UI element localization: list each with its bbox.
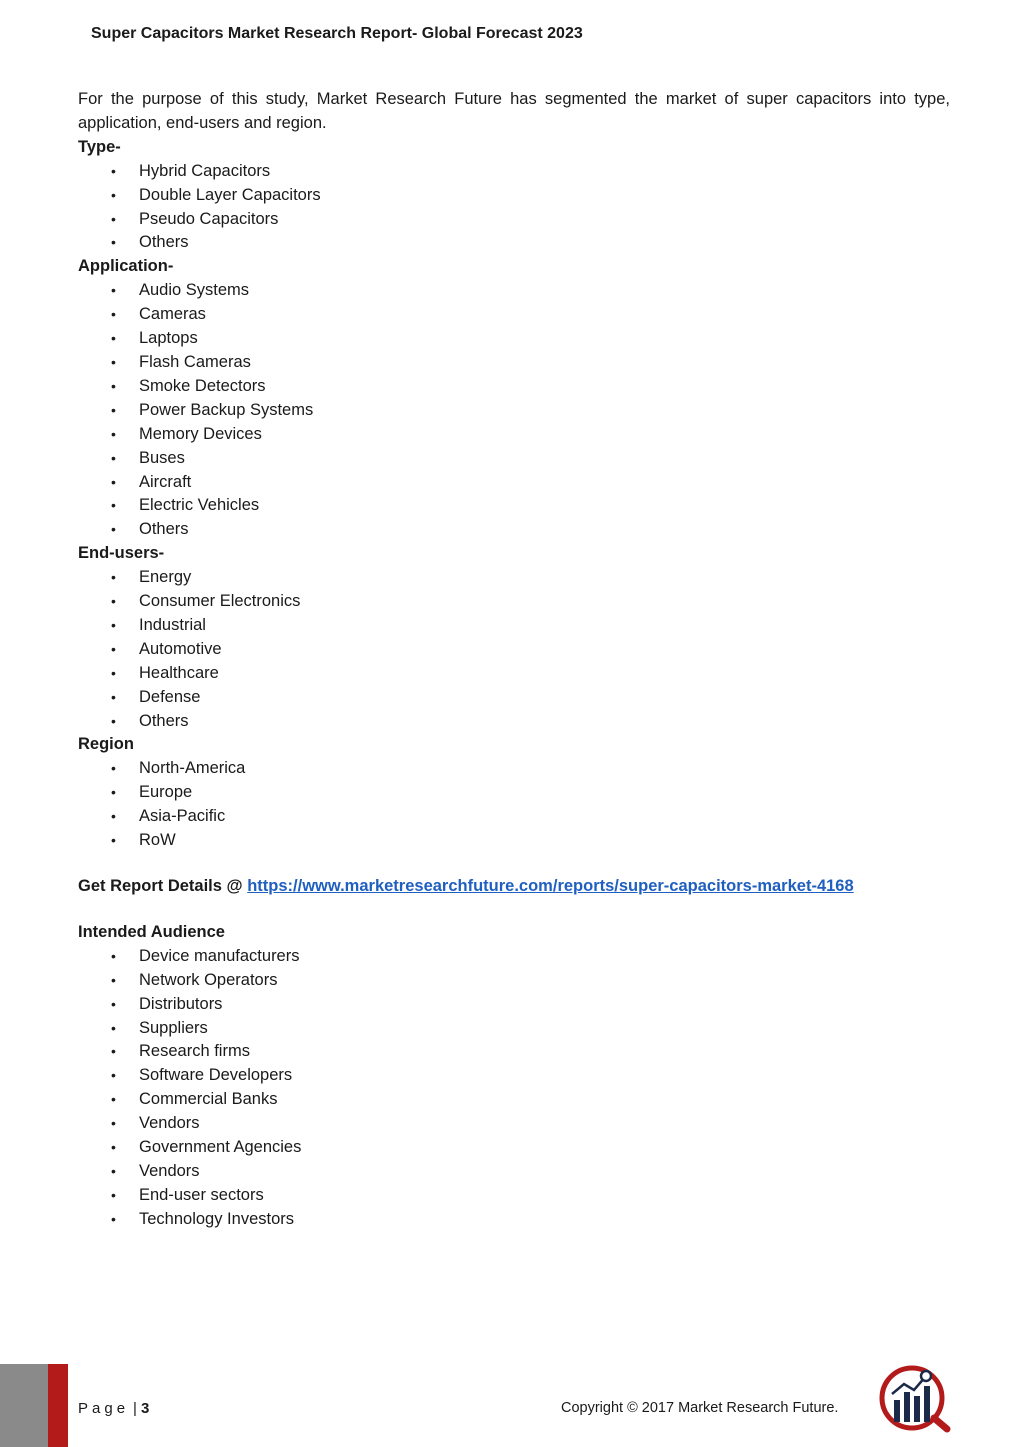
audience-list	[78, 945, 950, 1232]
bullet-dot-icon: •	[111, 1162, 116, 1179]
type-list	[78, 160, 950, 256]
bullet-dot-icon: •	[111, 664, 116, 681]
list-item-label: Distributors	[139, 994, 223, 1013]
list-item-label: Automotive	[139, 639, 222, 658]
list-item	[78, 710, 950, 734]
list-item-label: Europe	[139, 783, 193, 802]
list-item	[78, 327, 950, 351]
page-separator: |	[133, 1400, 137, 1417]
page-header-title: Super Capacitors Market Research Report- Global Forecast 2023	[91, 25, 583, 42]
section-title-region: Region	[78, 735, 134, 754]
list-item-label: North-America	[139, 759, 246, 778]
section-title-application: Application-	[78, 257, 174, 276]
bullet-dot-icon: •	[111, 832, 116, 849]
bullet-dot-icon: •	[111, 425, 116, 442]
list-item-label: Memory Devices	[139, 424, 262, 443]
list-item	[78, 351, 950, 375]
list-item-label: Smoke Detectors	[139, 376, 266, 395]
section-title-type: Type-	[78, 137, 121, 156]
list-item	[78, 1017, 950, 1041]
bullet-dot-icon: •	[111, 377, 116, 394]
bullet-dot-icon: •	[111, 1067, 116, 1084]
list-item	[78, 993, 950, 1017]
list-item-label: Double Layer Capacitors	[139, 185, 321, 204]
list-item-label: Government Agencies	[139, 1138, 302, 1157]
list-item	[78, 1208, 950, 1232]
bullet-dot-icon: •	[111, 497, 116, 514]
list-item	[78, 757, 950, 781]
list-item	[78, 471, 950, 495]
list-item	[78, 208, 950, 232]
section-title-audience: Intended Audience	[78, 922, 225, 941]
list-item	[78, 303, 950, 327]
list-item-label: Technology Investors	[139, 1209, 295, 1228]
list-item	[78, 494, 950, 518]
bullet-dot-icon: •	[111, 593, 116, 610]
list-item	[78, 590, 950, 614]
list-item	[78, 447, 950, 471]
list-item	[78, 614, 950, 638]
list-item	[78, 829, 950, 853]
list-item	[78, 375, 950, 399]
application-list	[78, 279, 950, 542]
list-item-label: Hybrid Capacitors	[139, 161, 271, 180]
list-item-label: Power Backup Systems	[139, 400, 314, 419]
footer-gray-bar	[0, 1364, 48, 1447]
list-item-label: Cameras	[139, 305, 206, 324]
page-number: 3	[140, 1400, 150, 1417]
list-item	[78, 1160, 950, 1184]
list-item-label: Others	[139, 711, 189, 730]
list-item-label: Commercial Banks	[139, 1090, 278, 1109]
list-item	[78, 399, 950, 423]
bullet-dot-icon: •	[111, 712, 116, 729]
list-item-label: Laptops	[139, 329, 198, 348]
bullet-dot-icon: •	[111, 449, 116, 466]
bullet-dot-icon: •	[111, 473, 116, 490]
list-item	[78, 781, 950, 805]
bullet-dot-icon: •	[111, 1043, 116, 1060]
list-item	[78, 1064, 950, 1088]
bullet-dot-icon: •	[111, 808, 116, 825]
list-item	[78, 184, 950, 208]
list-item	[78, 638, 950, 662]
copyright-text: Copyright © 2017 Market Research Future.	[561, 1400, 839, 1416]
list-item-label: Others	[139, 520, 189, 539]
bullet-dot-icon: •	[111, 1210, 116, 1227]
list-item-label: Energy	[139, 568, 192, 587]
report-details-label: Get Report Details @	[78, 877, 243, 895]
list-item-label: Audio Systems	[139, 281, 250, 300]
bullet-dot-icon: •	[111, 1139, 116, 1156]
spacer	[78, 853, 950, 875]
list-item	[78, 566, 950, 590]
bullet-dot-icon: •	[111, 1019, 116, 1036]
list-item-label: RoW	[139, 831, 176, 850]
list-item	[78, 1112, 950, 1136]
bullet-dot-icon: •	[111, 971, 116, 988]
list-item-label: Others	[139, 233, 189, 252]
list-item-label: Industrial	[139, 615, 206, 634]
list-item	[78, 231, 950, 255]
list-item	[78, 1088, 950, 1112]
bullet-dot-icon: •	[111, 521, 116, 538]
list-item-label: Aircraft	[139, 472, 192, 491]
list-item-label: Asia-Pacific	[139, 807, 226, 826]
page-number-label	[78, 1400, 149, 1417]
list-item-label: Flash Cameras	[139, 352, 251, 371]
bullet-dot-icon: •	[111, 1186, 116, 1203]
bullet-dot-icon: •	[111, 162, 116, 179]
bullet-dot-icon: •	[111, 353, 116, 370]
list-item	[78, 969, 950, 993]
section-title-end-users: End-users-	[78, 544, 165, 563]
bullet-dot-icon: •	[111, 784, 116, 801]
bullet-dot-icon: •	[111, 995, 116, 1012]
list-item-label: End-user sectors	[139, 1185, 264, 1204]
end-users-list	[78, 566, 950, 733]
bullet-dot-icon: •	[111, 234, 116, 251]
list-item-label: Healthcare	[139, 663, 219, 682]
bullet-dot-icon: •	[111, 401, 116, 418]
list-item-label: Electric Vehicles	[139, 496, 260, 515]
list-item-label: Pseudo Capacitors	[139, 209, 279, 228]
list-item-label: Suppliers	[139, 1018, 208, 1037]
list-item	[78, 1040, 950, 1064]
list-item-label: Buses	[139, 448, 185, 467]
bullet-dot-icon: •	[111, 688, 116, 705]
list-item	[78, 518, 950, 542]
bullet-dot-icon: •	[111, 1115, 116, 1132]
bullet-dot-icon: •	[111, 640, 116, 657]
region-list	[78, 757, 950, 853]
bullet-dot-icon: •	[111, 210, 116, 227]
list-item	[78, 160, 950, 184]
report-details-line	[78, 875, 950, 899]
bullet-dot-icon: •	[111, 330, 116, 347]
bullet-dot-icon: •	[111, 1091, 116, 1108]
list-item	[78, 1136, 950, 1160]
report-details-link[interactable]: https://www.marketresearchfuture.com/reports/super-capacitors-market-4168	[247, 877, 854, 895]
list-item-label: Network Operators	[139, 970, 278, 989]
list-item-label: Vendors	[139, 1161, 200, 1180]
list-item-label: Device manufacturers	[139, 946, 300, 965]
footer-red-bar	[48, 1364, 68, 1447]
list-item	[78, 805, 950, 829]
list-item-label: Research firms	[139, 1042, 250, 1061]
list-item-label: Defense	[139, 687, 201, 706]
bullet-dot-icon: •	[111, 282, 116, 299]
spacer	[78, 899, 950, 921]
list-item-label: Vendors	[139, 1114, 200, 1133]
list-item	[78, 945, 950, 969]
bullet-dot-icon: •	[111, 186, 116, 203]
list-item-label: Consumer Electronics	[139, 592, 301, 611]
list-item	[78, 279, 950, 303]
intro-paragraph: For the purpose of this study, Market Research Future has segmented the market of super capacitors into type, application, end-users and region.	[78, 90, 950, 132]
market-research-future-logo-icon	[876, 1364, 952, 1434]
bullet-dot-icon: •	[111, 760, 116, 777]
bullet-dot-icon: •	[111, 947, 116, 964]
document-body	[78, 88, 950, 1232]
bullet-dot-icon: •	[111, 306, 116, 323]
list-item	[78, 423, 950, 447]
list-item-label: Software Developers	[139, 1066, 293, 1085]
list-item	[78, 1184, 950, 1208]
list-item	[78, 662, 950, 686]
page-label-text: Page	[78, 1400, 130, 1417]
bullet-dot-icon: •	[111, 616, 116, 633]
bullet-dot-icon: •	[111, 569, 116, 586]
list-item	[78, 686, 950, 710]
